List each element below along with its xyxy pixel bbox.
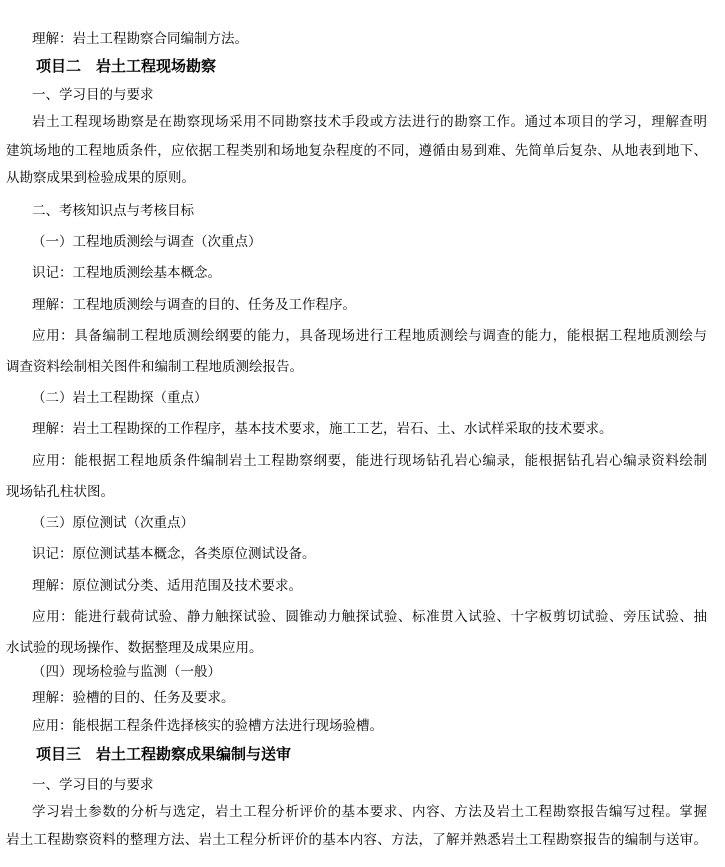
text-line: 二、考核知识点与考核目标 xyxy=(32,203,194,219)
text-line: 识记：工程地质测绘基本概念。 xyxy=(32,265,221,281)
text-line: 应用：具备编制工程地质测绘纲要的能力，具备现场进行工程地质测绘与调查的能力，能根据工程地质测绘与 xyxy=(32,328,707,344)
text-line: 水试验的现场操作、数据整理及成果应用。 xyxy=(6,640,263,656)
text-line: 建筑场地的工程地质条件，应依据工程类别和场地复杂程度的不同，遵循由易到难、先简单后复杂、从地表到地下、 xyxy=(6,143,707,159)
text-line: 理解：岩土工程勘察合同编制方法。 xyxy=(32,31,248,47)
text-line: 理解：原位测试分类、适用范围及技术要求。 xyxy=(32,578,302,594)
text-line: 从勘察成果到检验成果的原则。 xyxy=(6,170,195,186)
text-line: 理解：岩土工程勘探的工作程序，基本技术要求，施工工艺，岩石、土、水试样采取的技术要求。 xyxy=(32,421,613,437)
text-line: 一、学习目的与要求 xyxy=(32,777,154,793)
text-line: （三）原位测试（次重点） xyxy=(32,515,194,531)
text-line: 应用：能进行载荷试验、静力触探试验、圆锥动力触探试验、标准贯入试验、十字板剪切试验、旁压试验、抽 xyxy=(32,609,707,625)
text-line: 应用：能根据工程地质条件编制岩土工程勘察纲要，能进行现场钻孔岩心编录，能根据钻孔岩心编录资料绘制 xyxy=(32,453,707,469)
text-line: 岩土工程勘察资料的整理方法、岩土工程分析评价的基本内容、方法，了解并熟悉岩土工程勘察报告的编制与送审。 xyxy=(6,832,707,848)
text-line: 现场钻孔柱状图。 xyxy=(6,484,114,500)
text-line: （一）工程地质测绘与调查（次重点） xyxy=(32,234,262,250)
text-line: 岩土工程现场勘察是在勘察现场采用不同勘察技术手段或方法进行的勘察工作。通过本项目的学习，理解查明 xyxy=(32,114,707,130)
section-heading: 项目二 岩土工程现场勘察 xyxy=(36,57,217,75)
text-line: 一、学习目的与要求 xyxy=(32,87,154,103)
text-line: 学习岩土参数的分析与选定，岩土工程分析评价的基本要求、内容、方法及岩土工程勘察报告编写过程。掌握 xyxy=(32,804,707,820)
text-line: 应用：能根据工程条件选择核实的验槽方法进行现场验槽。 xyxy=(32,718,383,734)
text-line: （二）岩土工程勘探（重点） xyxy=(32,390,208,406)
text-line: 识记：原位测试基本概念，各类原位测试设备。 xyxy=(32,546,316,562)
text-line: 调查资料绘制相关图件和编制工程地质测绘报告。 xyxy=(6,359,303,375)
text-line: 理解：验槽的目的、任务及要求。 xyxy=(32,690,235,706)
section-heading: 项目三 岩土工程勘察成果编制与送审 xyxy=(36,745,292,763)
text-line: 理解：工程地质测绘与调查的目的、任务及工作程序。 xyxy=(32,297,356,313)
text-line: （四）现场检验与监测（一般） xyxy=(32,664,221,680)
